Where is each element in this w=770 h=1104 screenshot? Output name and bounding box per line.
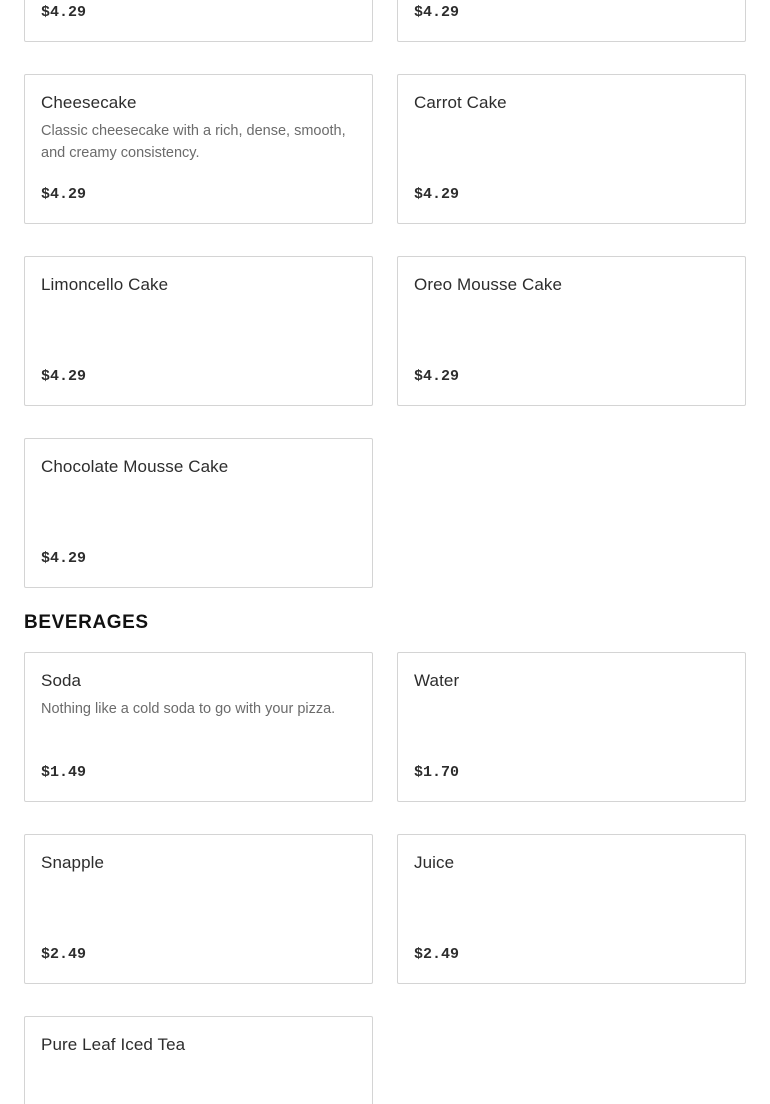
menu-item-price: $1.49 bbox=[41, 764, 87, 781]
menu-item-price: $2.49 bbox=[414, 946, 460, 963]
menu-item-card[interactable] bbox=[24, 652, 373, 802]
section-heading-beverages: BEVERAGES bbox=[24, 612, 149, 633]
menu-item-price: $4.29 bbox=[414, 4, 460, 21]
menu-item-name: Carrot Cake bbox=[414, 93, 507, 112]
menu-item-card[interactable] bbox=[24, 0, 373, 42]
menu-item-name: Oreo Mousse Cake bbox=[414, 275, 563, 294]
menu-item-card[interactable] bbox=[24, 74, 373, 224]
menu-item-card[interactable] bbox=[24, 438, 373, 588]
menu-item-card[interactable] bbox=[24, 1016, 373, 1104]
menu-item-card[interactable] bbox=[397, 256, 746, 406]
menu-item-name: Soda bbox=[41, 671, 82, 690]
menu-item-card[interactable] bbox=[24, 834, 373, 984]
menu-item-name: Water bbox=[414, 671, 460, 690]
menu-item-price: $4.29 bbox=[41, 550, 87, 567]
menu-item-price: $4.29 bbox=[414, 368, 460, 385]
menu-item-description: Nothing like a cold soda to go with your pizza. bbox=[41, 701, 336, 717]
menu-item-card[interactable] bbox=[397, 0, 746, 42]
menu-item-card[interactable] bbox=[397, 652, 746, 802]
menu-item-price: $1.70 bbox=[414, 764, 460, 781]
menu-item-price: $2.49 bbox=[41, 946, 87, 963]
menu-item-name: Pure Leaf Iced Tea bbox=[41, 1035, 186, 1054]
menu-item-name: Snapple bbox=[41, 853, 105, 872]
menu-item-name: Juice bbox=[414, 853, 455, 872]
menu-item-price: $4.29 bbox=[41, 4, 87, 21]
menu-item-card[interactable] bbox=[397, 74, 746, 224]
menu-item-card[interactable] bbox=[397, 834, 746, 984]
menu-item-price: $4.29 bbox=[41, 186, 87, 203]
menu-item-price: $4.29 bbox=[414, 186, 460, 203]
menu-item-name: Chocolate Mousse Cake bbox=[41, 457, 229, 476]
menu-item-name: Limoncello Cake bbox=[41, 275, 169, 294]
menu-item-name: Cheesecake bbox=[41, 93, 137, 112]
menu-item-card[interactable] bbox=[24, 256, 373, 406]
menu-item-price: $4.29 bbox=[41, 368, 87, 385]
menu-item-description: Classic cheesecake with a rich, dense, smooth, and creamy consistency. bbox=[41, 123, 346, 161]
